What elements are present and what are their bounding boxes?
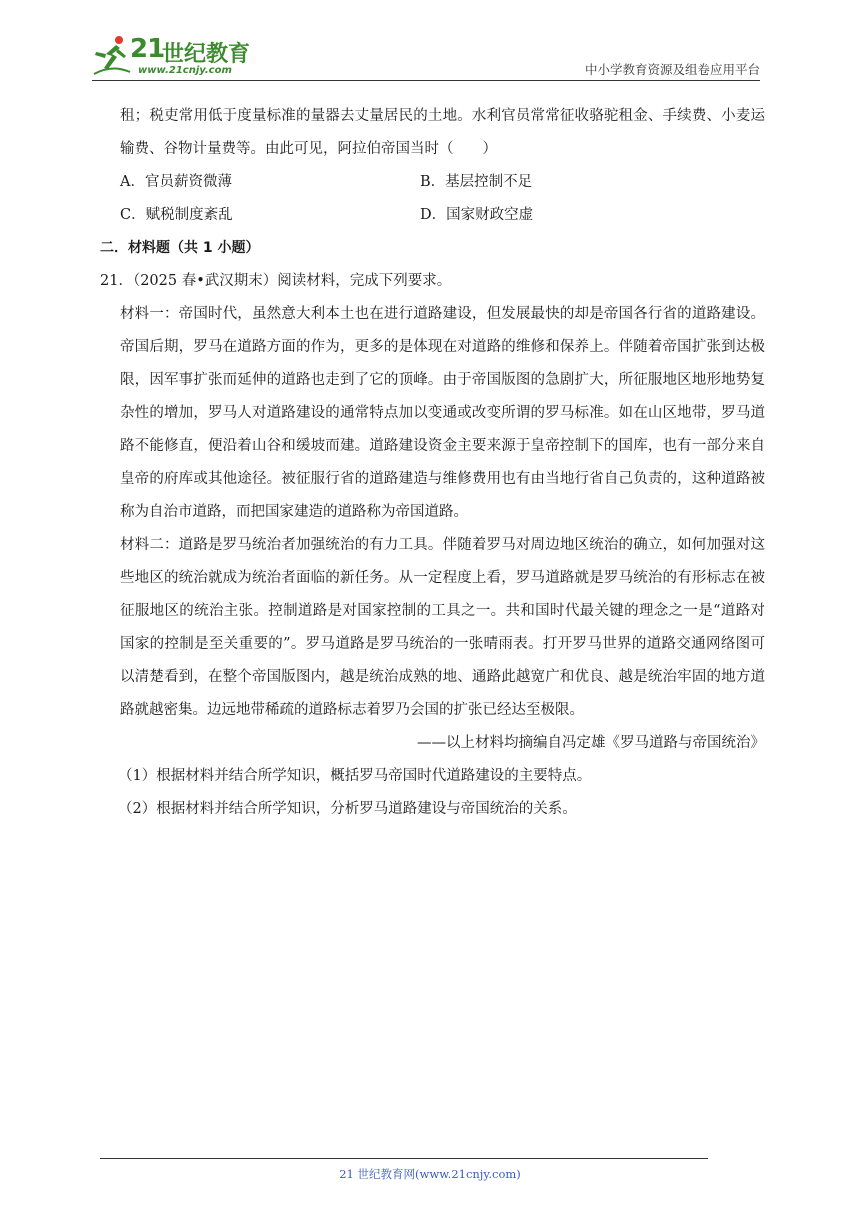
sub-question-1: （1）根据材料并结合所学知识，概括罗马帝国时代道路建设的主要特点。 (118, 768, 592, 784)
page-header (92, 30, 760, 82)
runner-icon (92, 34, 132, 78)
footer-divider (100, 1158, 708, 1159)
site-logo[interactable] (92, 34, 262, 78)
option-d[interactable]: D．国家财政空虚 (420, 207, 534, 223)
material-source: ——以上材料均摘编自冯定雄《罗马道路与帝国统治》 (417, 735, 765, 751)
options-row-1 (100, 166, 765, 199)
option-a[interactable]: A．官员薪资微薄 (120, 174, 232, 190)
logo-number: 21 (130, 34, 165, 64)
document-body (100, 100, 765, 826)
question-20-text: 租；税吏常用低于度量标准的量器去丈量居民的土地。水利官员常常征收骆驼租金、手续费、小麦运输费、谷物计量费等。由此可见，阿拉伯帝国当时（ ） (120, 108, 765, 157)
material-2: 材料二：道路是罗马统治者加强统治的有力工具。伴随着罗马对周边地区统治的确立，如何加强对这些地区的统治就成为统治者面临的新任务。从一定程度上看，罗马道路就是罗马统治的有形标志在被征服地区的统治主张。控制道路是对国家控制的工具之一。共和国时代最关键的理念之一是“道路对国家的控制是至关重要的”。罗马道路是罗马统治的一张晴雨表。打开罗马世界的道路交通网络图可以清楚看到，在整个帝国版图内，越是统治成熟的地、通路此越宽广和优良、越是统治牢固的地方道路就越密集。边远地带稀疏的道路标志着罗乃会国的扩张已经达至极限。 (120, 537, 765, 718)
question-21-stem: 21．（2025 春•武汉期末）阅读材料，完成下列要求。 (100, 273, 452, 289)
options-row-2 (100, 199, 765, 232)
option-b[interactable]: B．基层控制不足 (420, 174, 533, 190)
logo-text: 世纪教育 (162, 42, 251, 67)
header-divider (92, 80, 760, 81)
option-c[interactable]: C．赋税制度紊乱 (120, 207, 233, 223)
section-title: 二．材料题（共 1 小题） (100, 240, 260, 256)
footer-link[interactable]: 21 世纪教育网(www.21cnjy.com) (339, 1167, 521, 1181)
material-1: 材料一：帝国时代，虽然意大利本土也在进行道路建设，但发展最快的却是帝国各行省的道路建设。帝国后期，罗马在道路方面的作为，更多的是体现在对道路的维修和保养上。伴随着帝国扩张到达极限，因军事扩张而延伸的道路也走到了它的顶峰。由于帝国版图的急剧扩大，所征服地区地形地势复杂性的增加，罗马人对道路建设的通常特点加以变通或改变所谓的罗马标准。如在山区地带，罗马道路不能修直，便沿着山谷和缓坡而建。道路建设资金主要来源于皇帝控制下的国库，也有一部分来自皇帝的府库或其他途径。被征服行省的道路建造与维修费用也有由当地行省自己负责的，这种道路被称为自治市道路，而把国家建造的道路称为帝国道路。 (120, 306, 765, 520)
sub-question-2: （2）根据材料并结合所学知识，分析罗马道路建设与帝国统治的关系。 (118, 801, 577, 817)
platform-name: 中小学教育资源及组卷应用平台 (584, 62, 760, 77)
logo-url: www.21cnjy.com (138, 65, 232, 76)
